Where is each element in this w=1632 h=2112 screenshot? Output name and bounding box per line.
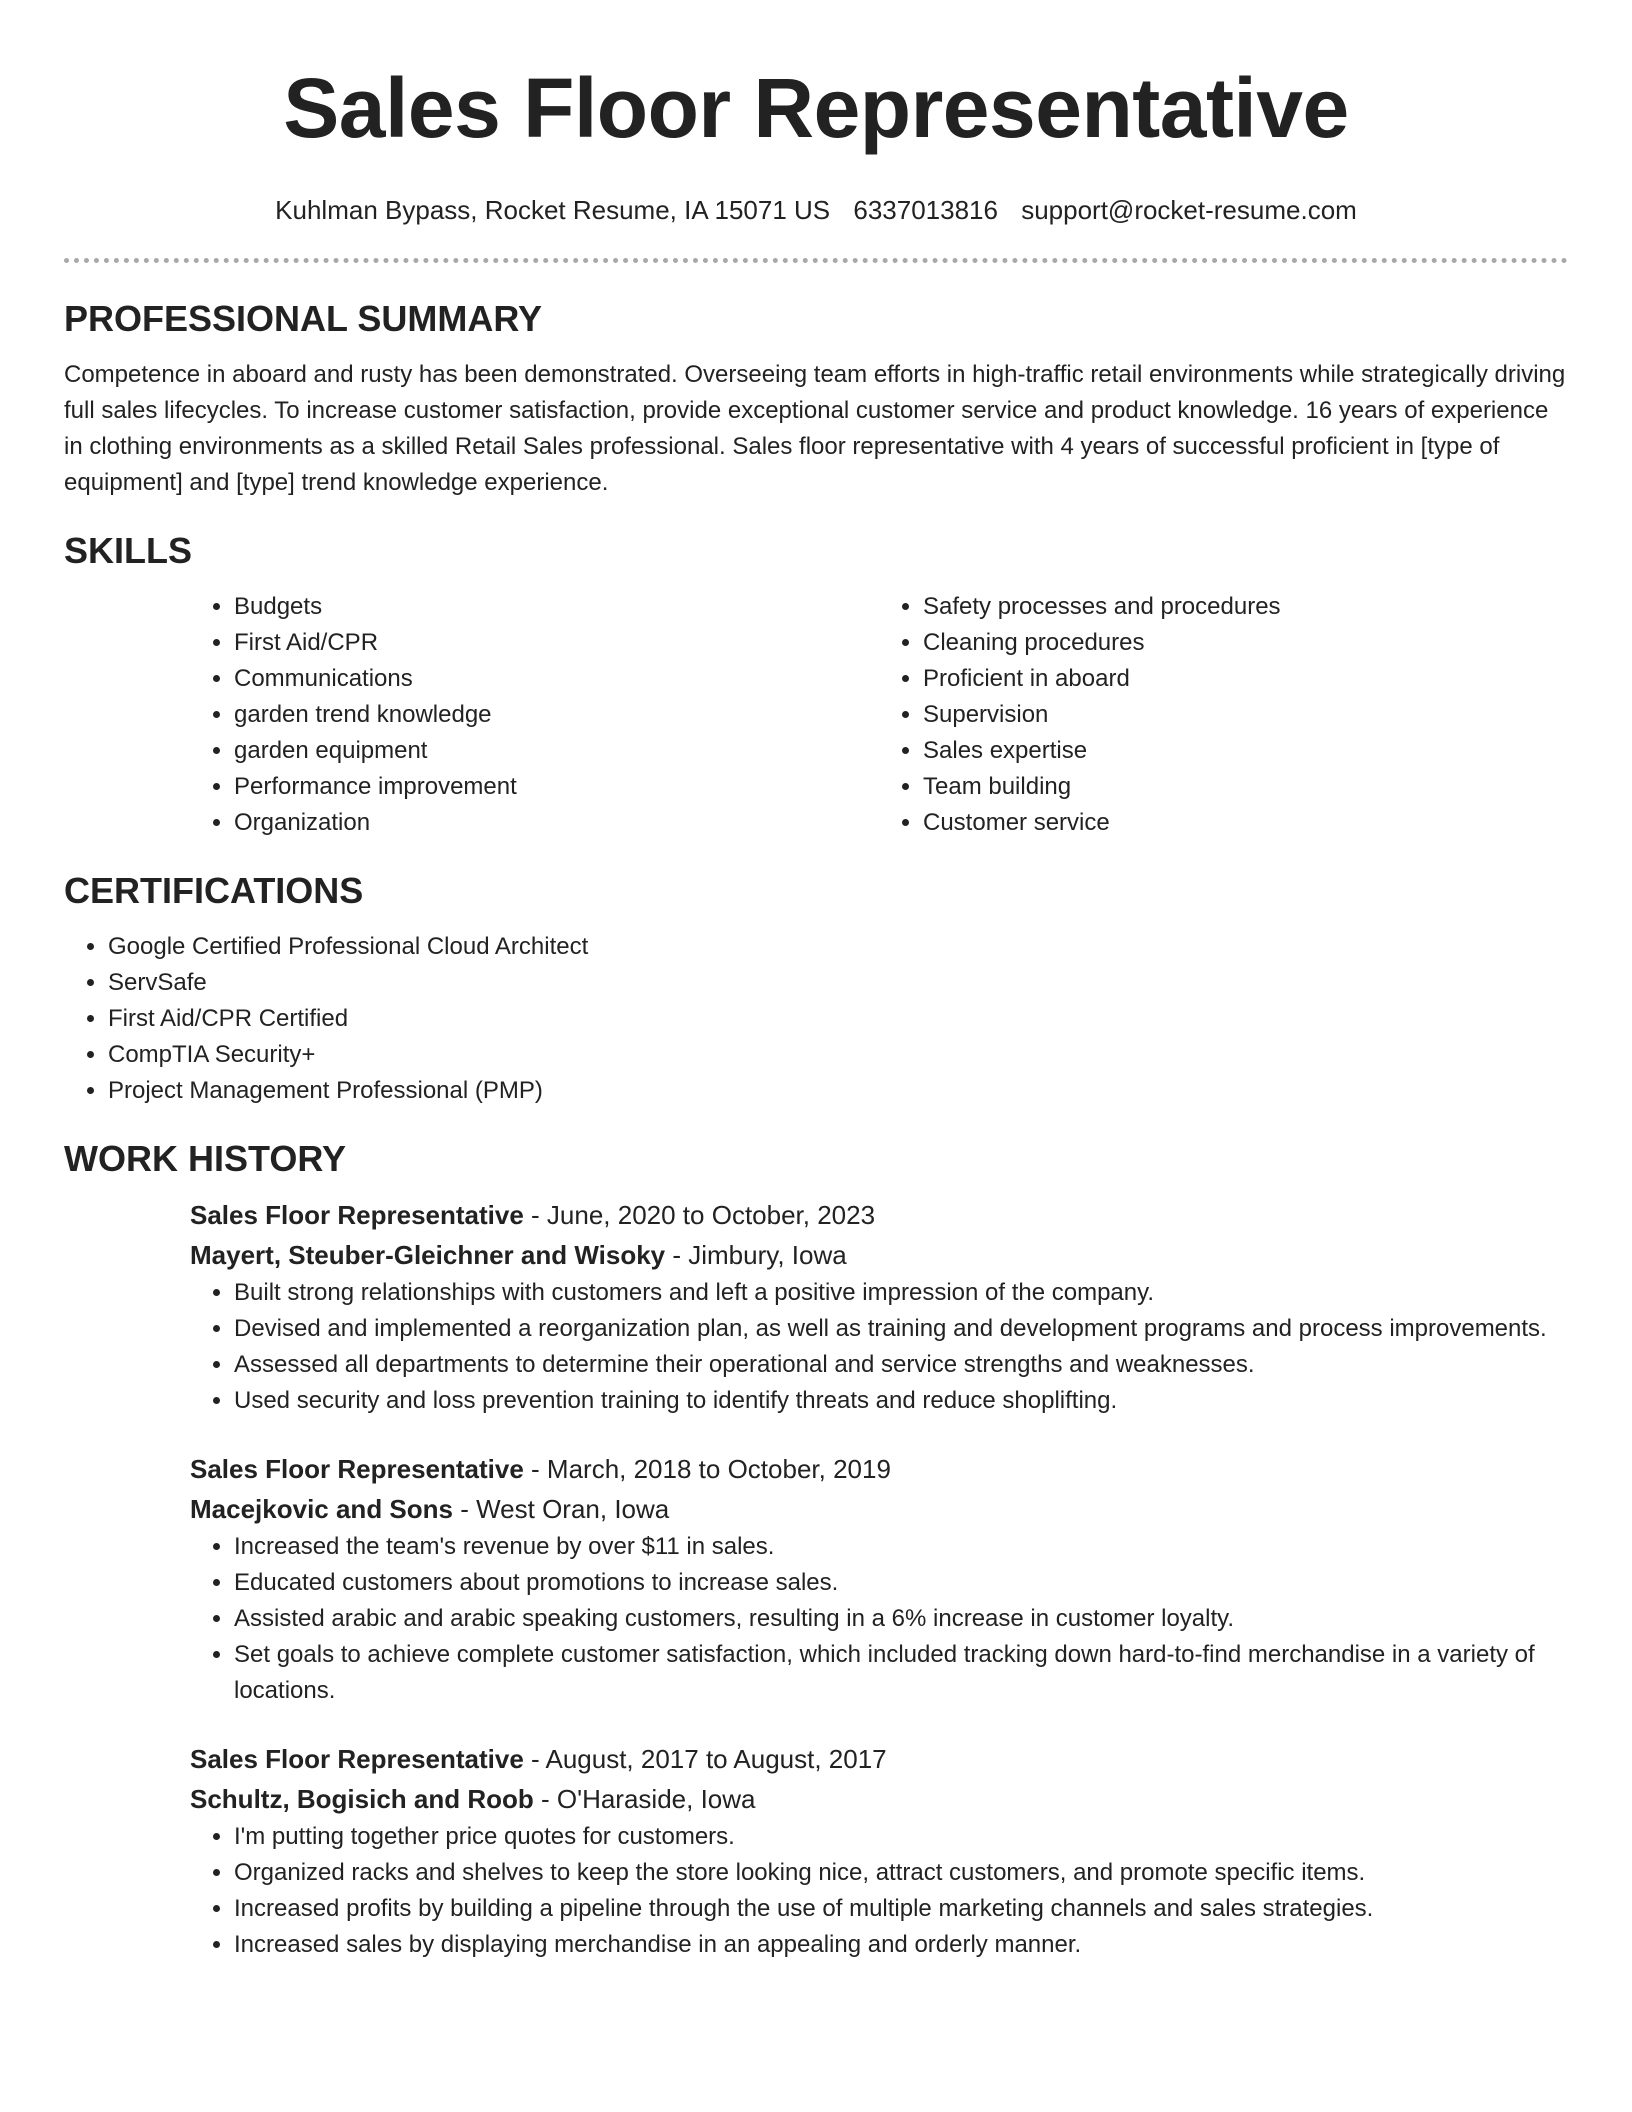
skill-item: • First Aid/CPR	[234, 625, 879, 661]
job-bullet: • Organized racks and shelves to keep the store looking nice, attract customers, and promote specific items.	[234, 1855, 1568, 1891]
job-company-line	[190, 1489, 1568, 1529]
summary-section	[64, 297, 1568, 501]
skills-list-left	[190, 589, 879, 841]
job-title-line	[190, 1195, 1568, 1235]
job-entry	[190, 1449, 1568, 1709]
job-bullet: • Educated customers about promotions to increase sales.	[234, 1565, 1568, 1601]
skills-section	[64, 529, 1568, 841]
job-title: Sales Floor Representative	[190, 1454, 524, 1484]
skill-item: • Budgets	[234, 589, 879, 625]
job-dates: - March, 2018 to October, 2019	[523, 1454, 891, 1484]
job-company-line	[190, 1779, 1568, 1819]
job-title-line	[190, 1739, 1568, 1779]
certification-item: • Project Management Professional (PMP)	[108, 1073, 1568, 1109]
job-bullet: • Used security and loss prevention training to identify threats and reduce shoplifting.	[234, 1383, 1568, 1419]
header-divider	[64, 258, 1568, 263]
skills-grid	[190, 589, 1568, 841]
job-bullet: • Assessed all departments to determine their operational and service strengths and weaknesses.	[234, 1347, 1568, 1383]
skills-list-right	[879, 589, 1568, 841]
resume-title: Sales Floor Representative	[283, 61, 1349, 155]
job-location: - West Oran, Iowa	[452, 1494, 670, 1524]
job-company-line	[190, 1235, 1568, 1275]
job-entry	[190, 1739, 1568, 1963]
skills-heading: SKILLS	[64, 530, 193, 571]
work-history-heading: WORK HISTORY	[64, 1138, 347, 1179]
job-dates: - August, 2017 to August, 2017	[523, 1744, 887, 1774]
skill-item: • Communications	[234, 661, 879, 697]
certification-item: • CompTIA Security+	[108, 1037, 1568, 1073]
certification-item: • First Aid/CPR Certified	[108, 1001, 1568, 1037]
certification-item: • Google Certified Professional Cloud Architect	[108, 929, 1568, 965]
skill-item: • Team building	[923, 769, 1568, 805]
contact-email: support@rocket-resume.com	[1021, 195, 1357, 225]
job-company: Schultz, Bogisich and Roob	[190, 1784, 534, 1814]
job-bullet: • Set goals to achieve complete customer satisfaction, which included tracking down hard-to-find merchandise in a variety of locations.	[234, 1637, 1568, 1709]
skill-item: • Supervision	[923, 697, 1568, 733]
summary-text: Competence in aboard and rusty has been demonstrated. Overseeing team efforts in high-traffic retail environments while strategically driving full sales lifecycles. To increase customer satisfaction, provide exceptional customer service and product knowledge. 16 years of experience in clothing environments as a skilled Retail Sales professional. Sales floor representative with 4 years of successful proficient in [type of equipment] and [type] trend knowledge experience.	[64, 361, 1566, 496]
job-bullets	[190, 1819, 1568, 1963]
skill-item: • Proficient in aboard	[923, 661, 1568, 697]
job-bullets	[190, 1529, 1568, 1709]
job-bullet: • I'm putting together price quotes for customers.	[234, 1819, 1568, 1855]
skill-item: • Cleaning procedures	[923, 625, 1568, 661]
skill-item: • Safety processes and procedures	[923, 589, 1568, 625]
summary-heading: PROFESSIONAL SUMMARY	[64, 298, 543, 339]
job-bullet: • Assisted arabic and arabic speaking customers, resulting in a 6% increase in customer loyalty.	[234, 1601, 1568, 1637]
certifications-section	[64, 869, 1568, 1109]
contact-line	[64, 194, 1568, 226]
job-title-line	[190, 1449, 1568, 1489]
job-bullet: • Increased the team's revenue by over $11 in sales.	[234, 1529, 1568, 1565]
job-title: Sales Floor Representative	[190, 1200, 524, 1230]
skill-item: • Customer service	[923, 805, 1568, 841]
job-bullets	[190, 1275, 1568, 1419]
skill-item: • Sales expertise	[923, 733, 1568, 769]
job-bullet: • Increased sales by displaying merchandise in an appealing and orderly manner.	[234, 1927, 1568, 1963]
job-dates: - June, 2020 to October, 2023	[523, 1200, 876, 1230]
job-location: - Jimbury, Iowa	[665, 1240, 847, 1270]
job-bullet: • Devised and implemented a reorganization plan, as well as training and development programs and process improvements.	[234, 1311, 1568, 1347]
skill-item: • garden trend knowledge	[234, 697, 879, 733]
certifications-heading: CERTIFICATIONS	[64, 870, 364, 911]
job-bullet: • Built strong relationships with customers and left a positive impression of the company.	[234, 1275, 1568, 1311]
certification-item: • ServSafe	[108, 965, 1568, 1001]
contact-address: Kuhlman Bypass, Rocket Resume, IA 15071 US	[275, 195, 831, 225]
job-title: Sales Floor Representative	[190, 1744, 524, 1774]
job-location: - O'Haraside, Iowa	[533, 1784, 756, 1814]
skill-item: • garden equipment	[234, 733, 879, 769]
certifications-list	[64, 929, 1568, 1109]
work-history-section	[64, 1137, 1568, 1963]
job-bullet: • Increased profits by building a pipeline through the use of multiple marketing channels and sales strategies.	[234, 1891, 1568, 1927]
skill-item: • Performance improvement	[234, 769, 879, 805]
contact-phone: 6337013816	[853, 195, 998, 225]
skill-item: • Organization	[234, 805, 879, 841]
job-company: Macejkovic and Sons	[190, 1494, 453, 1524]
job-company: Mayert, Steuber-Gleichner and Wisoky	[190, 1240, 666, 1270]
job-entry	[190, 1195, 1568, 1419]
